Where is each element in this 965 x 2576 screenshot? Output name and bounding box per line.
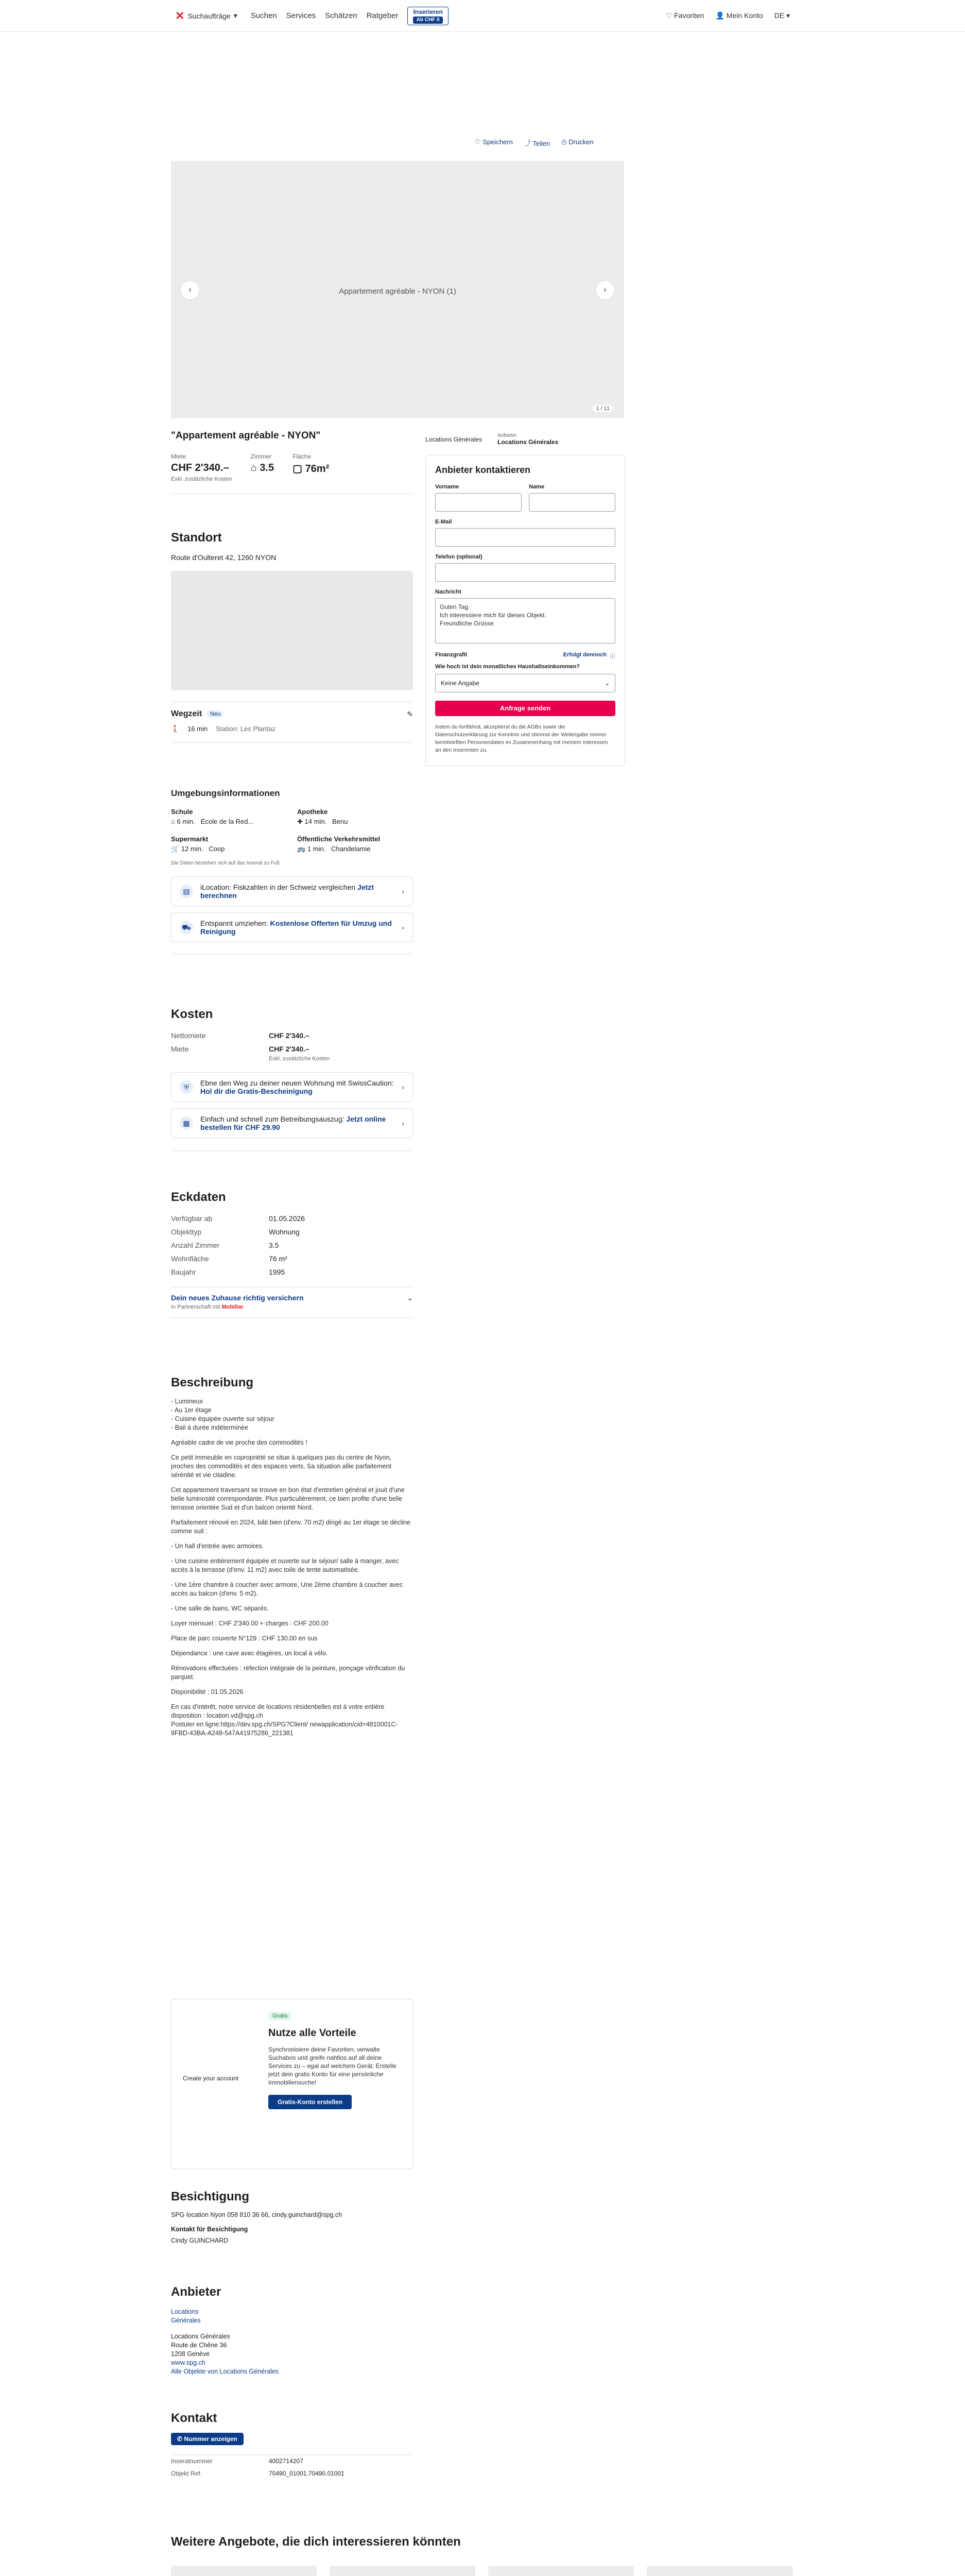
user-icon: 👤 (715, 11, 725, 20)
edit-icon[interactable]: ✎ (407, 709, 413, 718)
new-badge: Neu (207, 710, 223, 718)
address: Route d'Oulteret 42, 1260 NYON (171, 553, 277, 562)
provider-logo[interactable]: Locations Générales (171, 2308, 201, 2324)
heart-icon: ♡ (475, 138, 481, 146)
nav-item-search[interactable]: Suchen (250, 11, 277, 20)
save-button[interactable]: ♡ Speichern (475, 138, 513, 146)
mobiliar-logo: Mobiliar (221, 1304, 244, 1310)
chevron-right-icon: › (604, 285, 607, 294)
more-offers-section: Weitere Angebote, die dich interessieren könnten (171, 2535, 461, 2549)
location-section: Standort Route d'Oulteret 42, 1260 NYON Wegzeit Neu ✎ 🚶 16 min Station: Les Plantaz (171, 531, 413, 743)
chart-icon: ▤ (180, 885, 193, 898)
pharmacy-icon: ✚ (297, 818, 303, 825)
promo-card-extract[interactable]: ▦ Einfach und schnell zum Betreibungsauszug: Jetzt online bestellen für CHF 29.90 › (171, 1108, 413, 1138)
signup-card: Create your account Gratis Nutze alle Vorteile Synchronisiere deine Favoriten, verwalte Suchabos und greife nahtlos auf all deine Services zu – egal auf welchem Gerät. Erstelle jetzt dein gratis Konto für eine persönliche Immobiliensuche! Gratis-Konto erstellen (171, 1999, 413, 2169)
homegate-logo-icon: ✕ (175, 9, 185, 22)
image-gallery[interactable] (171, 161, 624, 418)
map[interactable] (171, 571, 413, 690)
description-section: Beschreibung - Lumineux - Au 1er étage - Cuisine équipée ouverte sur séjour - Bail à durée indéterminée Agréable cadre de vie proche des commodités ! Ce petit immeuble en copropriété se situe à quelques pas du centre de Nyon, proches des commodités et des espaces verts. Sa situation allie parfaitement sérénité et vie citadine. Cet appartement traversant se trouve en bon état d'entretien général et jouit d'une belle luminosité correspondante. Plus particulièrement, ce bien profite d'une belle terrasse orientée Sud et d'un balcon orienté Nord. Parfaitement rénové en 2024, bâti bien (d'env. 70 m2) dirigé au 1er étage se décline comme suit : - Un hall d'entrée avec armoires. - Une cuisine entièrement équipée et ouverte sur le séjour/ salle à manger, avec accès à la terrasse (d'env. 11 m2) avec toile de tente automatisée. - Une 1ère chambre à coucher avec armoire, Une 2ème chambre à coucher avec accès au balcon (d'env. 5 m2). - Une salle de bains, WC séparés. Loyer mensuel : CHF 2'340.00 + charges : CHF 200.00 Place de parc couverte N°129 : CHF 130.00 en sus Dépendance : une cave avec étagères, un local à vélo. Rénovations effectuées : réfection intégrale de la peinture, ponçage vitrification du parquet. Disponibilité : 01.05.2026 En cas d'intérêt, notre service de locations résidentielles est à votre entière disposition : location.vd@spg.ch Postuler en ligne:https://dev.spg.ch/SPG?Client/ newapplication/cid=4810001C-9FBD-43BA-A248-547A41975286_221381 (171, 1376, 413, 1738)
message-textarea[interactable]: Guten Tag Ich interessiere mich für dieses Objekt. Freundliche Grüsse (435, 598, 615, 643)
create-account-button[interactable]: Gratis-Konto erstellen (268, 2095, 352, 2109)
income-select[interactable]: Keine Angabe ⌄ (435, 674, 615, 692)
provider-website[interactable]: www.spg.ch (171, 2359, 205, 2366)
first-name-input[interactable] (435, 493, 522, 512)
truck-icon: ⛟ (180, 921, 193, 934)
chevron-right-icon: › (402, 923, 404, 931)
chevron-down-icon: ▾ (233, 11, 237, 20)
send-request-button[interactable]: Anfrage senden (435, 701, 615, 716)
rooms-icon: ⌂ (250, 462, 257, 473)
finance-more-link[interactable]: Erfolgt dennoch (563, 652, 607, 658)
contact-form: Anbieter kontaktieren Vorname Name E-Mail Telefon (optional) Nachricht Guten Tag Ich interessiere mich für dieses Objekt. Freundliche Grüsse Finanzgrafit Erfolgt dennoch ⓘ Wie hoch ist dein monatliches Haushaltseinkommen? Keine Angabe ⌄ Anfrage senden Indem du fortfährst, akzeptierst du die AGBs sowie die Datenschutzerklärung zur Kenntnis und stimmst der Weitergabe meiner bereitstellten Personendaten im Zusammenhang mit meinem Interessen an den Inserenten zu. (425, 455, 625, 766)
print-button[interactable]: ⎙ Drucken (561, 138, 594, 146)
school-icon: ⌂ (171, 818, 175, 825)
location-title: Standort (171, 531, 222, 545)
listing-title: "Appartement agréable - NYON" (171, 430, 321, 441)
provider-all-listings-link[interactable]: Alle Objekte von Locations Générales (171, 2368, 279, 2375)
nav-item-guide[interactable]: Ratgeber (366, 11, 399, 20)
gallery-counter: 1 / 11 (593, 405, 613, 412)
offer-card-placeholder[interactable] (171, 2566, 317, 2576)
promo-card-moving[interactable]: ⛟ Entspannt umziehen: Kostenlose Offerten für Umzug und Reinigung › (171, 912, 413, 942)
area-icon: ▢ (292, 463, 302, 474)
language-select[interactable]: DE ▾ (774, 11, 790, 20)
chevron-left-icon: ‹ (188, 285, 192, 294)
favorites-link[interactable]: ♡ Favoriten (665, 11, 704, 20)
chevron-right-icon: › (402, 887, 404, 895)
gallery-caption: Appartement agréable - NYON (1) (339, 287, 456, 296)
phone-field[interactable] (435, 563, 615, 582)
contact-section: Kontakt ✆ Nummer anzeigen Inseratnummer 4002714207 Objekt Ref. 70490_01001.70490.01001 (171, 2411, 413, 2480)
email-field[interactable] (435, 528, 615, 547)
promo-card-swisscaution[interactable]: ⛨ Ebne den Weg zu deiner neuen Wohnung mit SwissCaution: Hol dir die Gratis-Bescheinigung › (171, 1072, 413, 1102)
provider-section: Anbieter Locations Générales Locations Générales Route de Chêne 36 1208 Genève www.spg.ch Alle Objekte von Locations Générales (171, 2285, 413, 2376)
main-nav (251, 11, 399, 20)
offer-card-placeholder[interactable] (647, 2566, 793, 2576)
viewing-section: Besichtigung SPG location Nyon 058 810 36 66, cindy.guinchard@spg.ch Kontakt für Besichtigung Cindy GUINCHARD (171, 2190, 342, 2244)
promo-card-ilocator[interactable]: ▤ iLocation: Fiskzahlen in der Schweiz vergleichen Jetzt berechnen › (171, 876, 413, 906)
contact-sidebar: Locations Générales Anbieter Locations Générales Anbieter kontaktieren Vorname Name E-Mail Telefon (optional) Nachricht Guten Tag Ich interessiere mich für dieses Objekt. Freundliche Grüsse Finanzgrafit Erfolgt dennoch ⓘ Wie hoch ist dein monatliches Haushaltseinkommen? Keine Angabe ⌄ Anfrage senden Indem du fortfährst, akzeptierst du die AGBs sowie die Datenschutzerklärung zur Kenntnis und stimmst der Weitergabe meiner bereitstellten Personendaten im Zusammenhang mit meinem Interessen an den Inserenten zu. (425, 433, 625, 766)
insert-badge: Ab CHF 0 (413, 16, 442, 24)
info-icon[interactable]: ⓘ (610, 653, 615, 659)
chevron-right-icon: › (402, 1083, 404, 1091)
description-text: - Lumineux - Au 1er étage - Cuisine équipée ouverte sur séjour - Bail à durée indéterminée Agréable cadre de vie proche des commodités ! Ce petit immeuble en copropriété se situe à quelques pas du centre de Nyon, proches des commodités et des espaces verts. Sa situation allie parfaitement sérénité et vie citadine. Cet appartement traversant se trouve en bon état d'entretien général et jouit d'une belle luminosité correspondante. Plus particulièrement, ce bien profite d'une belle terrasse orientée Sud et d'un balcon orienté Nord. Parfaitement rénové en 2024, bâti bien (d'env. 70 m2) dirigé au 1er étage se décline comme suit : - Un hall d'entrée avec armoires. - Une cuisine entièrement équipée et ouverte sur le séjour/ salle à manger, avec accès à la terrasse (d'env. 11 m2) avec toile de tente automatisée. - Une 1ère chambre à coucher avec armoire, Une 2ème chambre à coucher avec accès au balcon (d'env. 5 m2). - Une salle de bains, WC séparés. Loyer mensuel : CHF 2'340.00 + charges : CHF 200.00 Place de parc couverte N°129 : CHF 130.00 en sus Dépendance : une cave avec étagères, un local à vélo. Rénovations effectuées : réfection intégrale de la peinture, ponçage vitrification du parquet. Disponibilité : 01.05.2026 En cas d'intérêt, notre service de locations résidentielles est à votre entière disposition : location.vd@spg.ch Postuler en ligne:https://dev.spg.ch/SPG?Client/ newapplication/cid=4810001C-9FBD-43BA-A248-547A41975286_221381 (171, 1398, 410, 1737)
gallery-prev-button[interactable] (180, 280, 200, 300)
listing-actions (475, 138, 594, 148)
site-header (0, 0, 965, 32)
gallery-next-button[interactable] (595, 280, 615, 300)
bus-icon: 🚌 (297, 845, 306, 853)
price: CHF 2'340.– (171, 462, 229, 473)
share-button[interactable]: ⤴ Teilen (524, 140, 550, 147)
listing-summary: "Appartement agréable - NYON" Miete CHF 2'340.– Exkl. zusätzliche Kosten Zimmer ⌂ 3.5 Fläche ▢ 76m² (171, 430, 413, 494)
show-number-button[interactable]: ✆ Nummer anzeigen (171, 2433, 244, 2445)
last-name-input[interactable] (529, 493, 615, 512)
logo[interactable]: ✕ Suchaufträge ▾ (175, 9, 237, 22)
phone-icon: ✆ (177, 2435, 183, 2443)
shield-icon: ⛨ (180, 1080, 193, 1094)
costs-section: Kosten Nettomiete CHF 2'340.– Miete CHF 2'340.– Exkl. zusätzliche Kosten ⛨ Ebne den Weg zu deiner neuen Wohnung mit SwissCaution: Hol dir die Gratis-Bescheinigung › ▦ Einfach und schnell zum Betreibungsauszug: Jetzt online bestellen für CHF 29.90 › (171, 1007, 413, 1151)
offer-card-placeholder[interactable] (488, 2566, 634, 2576)
offer-card-placeholder[interactable] (330, 2566, 475, 2576)
facts-section: Eckdaten Verfügbar ab 01.05.2026 Objekttyp Wohnung Anzahl Zimmer 3.5 Wohnfläche 76 m² Baujahr 1995 Dein neues Zuhause richtig versichern In Partnerschaft mit Mobiliar ⌄ (171, 1190, 413, 1318)
company-label: Locations Générales (425, 436, 482, 443)
chevron-down-icon: ⌄ (604, 680, 610, 687)
environment-section: Umgebungsinformationen Schule ⌂ 6 min. École de la Red... Apotheke ✚ 14 min. Benu Supermarkt 🛒 12 min. Coop Öffentliche Verkehrsmittel 🚌 1 min. Chandelamie Die Daten beziehen sich auf das Inserat zu Fuß ▤ iLocation: Fiskzahlen in der Schweiz vergleichen Jetzt berechnen › ⛟ Entspannt umziehen: Kostenlose Offerten für Umzug und Reinigung › (171, 788, 413, 954)
account-link[interactable]: 👤 Mein Konto (715, 11, 763, 20)
legal-notice: Indem du fortfährst, akzeptierst du die AGBs sowie die Datenschutzerklärung zur Kenntnis und stimmst der Weitergabe meiner bereitstellten Personendaten im Zusammenhang mit meinem Interessen an den Inserenten zu. (435, 724, 608, 753)
insurance-teaser[interactable]: Dein neues Zuhause richtig versichern In Partnerschaft mit Mobiliar ⌄ (171, 1294, 413, 1310)
chevron-right-icon: › (402, 1119, 404, 1127)
free-badge: Gratis (268, 2012, 291, 2020)
insert-button[interactable]: Inserieren Ab CHF 0 (407, 7, 448, 25)
cart-icon: 🛒 (171, 845, 180, 853)
chevron-down-icon: ⌄ (407, 1294, 413, 1302)
header-right (666, 11, 790, 20)
nav-item-services[interactable]: Services (286, 11, 316, 20)
walk-icon: 🚶 (171, 725, 180, 733)
share-icon: ⤴ (524, 140, 531, 147)
nav-item-estimate[interactable]: Schätzen (325, 11, 357, 20)
printer-icon: ⎙ (561, 138, 567, 146)
heart-icon: ♡ (665, 11, 673, 20)
document-icon: ▦ (180, 1116, 193, 1130)
